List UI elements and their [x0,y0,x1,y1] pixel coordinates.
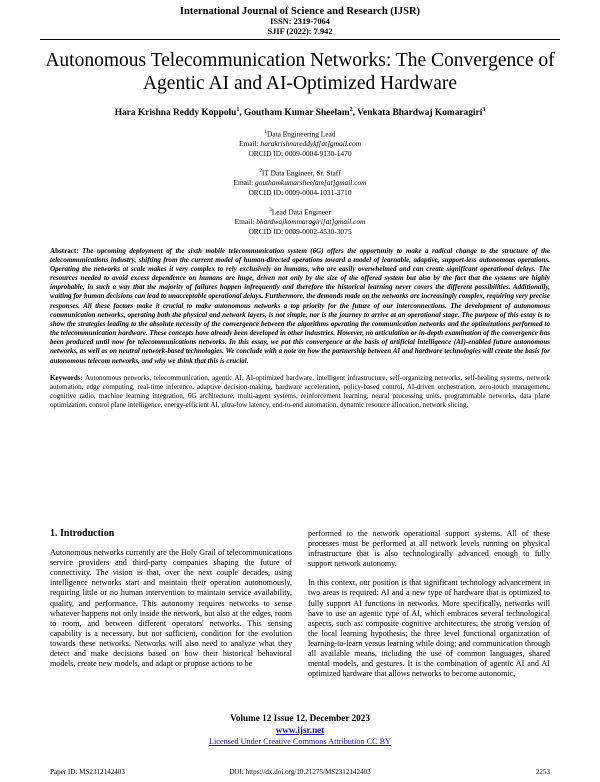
journal-sjif: SJIF (2022): 7.942 [267,27,333,36]
paragraph: performed to the network operational support systems. All of these processes must be performed at all network levels running on physical infrastructure that is also technologically advanced enough to fully support network autonomy. [308,529,550,569]
journal-header [0,6,600,37]
author-1: Hara Krishna Reddy Koppolu$^1$ [114,107,240,119]
abstract-label: Abstract: [50,246,79,255]
doi-link[interactable]: DOI: https://dx.doi.org/10.21275/MS2312142403 [229,768,371,776]
license-link[interactable]: Licensed Under Creative Commons Attribution CC BY [209,737,391,746]
author-2: Goutham Kumar Sheelam$^2$ [244,107,353,119]
left-column [50,529,292,688]
abstract [50,247,550,366]
keywords-text: Autonomous networks, telecommunication, agentic AI, AI-optimized hardware, intelligent infrastructure, self-organizing networks, self-healing systems, network automation, edge computing, real-time inference, adaptive decision-making, hardware acceleration, policy-based control, AI-driven orchestration, zero-touch management, cognitive radio, machine learning integration, 6G architecture, multi-agent systems, reinforcement learning, neural processing units, programmable networks, data plane optimization, control plane intelligence, energy-efficient AI, ultra-low latency, end-to-end automation, dynamic resource allocation, network slicing. [50,373,551,410]
header-divider [40,39,560,40]
email-link[interactable]: harakrishnareddykf[at]gmail.com [260,139,362,149]
email-link[interactable]: gouthamkumarsheelam[at]gmail.com [255,178,367,188]
journal-issn: ISSN: 2319-7064 [270,17,330,26]
section-heading: 1. Introduction [50,528,115,539]
author-3: Venkata Bhardwaj Komaragiri$^3$ [357,107,486,119]
paragraph: Autonomous networks currently are the Holy Grail of telecommunications service providers and third-party companies shaping the future of connectivity. The vision is that, over the next couple decades, using intelligence networks start and maintain their operation autonomously, requiring little or no human intervention to maintain service availability, quality, and performance. This autonomy requires networks to sense whatever happens not only inside the network, but also at the edges, room to room, and between different operators' networks. This sensing capability is a necessary, but not sufficient, condition for the evolution towards these networks. Networks will also need to analyze what they detect and make decisions based on how their historical behavioral models, create new models, and adapt or propose actions to be [50,548,292,669]
keywords [50,374,550,411]
affiliations [0,128,600,237]
paper-title: Autonomous Telecommunication Networks: The Convergence of Agentic AI and AI-Optimized Hardware [45,50,555,94]
journal-name: International Journal of Science and Research (IJSR) [179,6,421,17]
paper-id: Paper ID: MS2312142403 [50,768,125,776]
right-column [308,529,550,688]
abstract-text: The upcoming deployment of the sixth mobile telecommunication system (6G) offers the opportunity to make a radical change to the structure of the telecommunications industry, shifting from the current model of human-directed operations toward a model of learnable, adaptive, support-less autonomous operations. Operating the networks at scale makes it very complex to rely exclusively on humans, who are easily overwhelmed and can create significant operational delays. The resources needed to avoid excess dependence on humans are huge, driven not only by the size of the offered system but also by the fact that the systems are highly improbable, in such a way that the majority of failures happen infrequently and therefore the historical learning never covers the different possibilities. Additionally, waiting for human decisions can lead to unacceptable operational delays. Furthermore, the demands made on the networks are increasingly complex, requiring very precise responses. All these factors make it crucial to make autonomous networks a top priority for the future of our interconnections. The development of autonomous communication networks, operating both the physical and network layers, is not simple, nor is the journey to arrive at an operational stage. The purpose of this essay is to show the strategies leading to the absolute necessity of the convergence between the algorithms operating the communication networks and the optimizations performed to the telecommunication hardware. These concepts have already been developed in other industries. However, no articulation or in-depth examination of the convergence has been produced until now for telecommunications networks. In this essay, we put this convergence at the basis of artificial intelligence (AI)-enabled future autonomous networks, as well as on neutral network-based technologies. We conclude with a note on how the partnership between AI and hardware technologies will create the basis for autonomous telecom networks, and why we think that this is crucial. [50,246,550,365]
affiliation-3: $^3$Lead Data Engineer Email: bhardwajkommaragiri[at]gmail.com ORCID ID: 0009-0002-4530-3075 [234,207,366,236]
paragraph: In this context, our position is that significant technology advancement in two areas is required: AI and a new type of hardware that is optimized to fully support AI functions in networks. More specifically, networks will have to use an agentic type of AI, which embraces several technological aspects, such as: composite cognitive architectures; the strong version of the local learning hypothesis; the three level functional organization of learning-to-learn versus learning while doing; and communication through all available means, including the use of common languages, shared mental models, and gestures. It is the combination of agentic AI and AI optimized hardware that allows networks to become autonomic, [308,578,550,679]
page-number: 2253 [535,768,550,776]
email-link[interactable]: bhardwajkommaragiri[at]gmail.com [256,217,366,227]
affiliation-2: $^2$IT Data Engineer, Sr. Staff Email: gouthamkumarsheelam[at]gmail.com ORCID ID: 0009-0004-1031-3710 [233,168,367,198]
volume-info: Volume 12 Issue 12, December 2023 [230,713,370,723]
body-columns [50,529,550,688]
page-footer [50,768,550,776]
keywords-label: Keywords: [50,373,83,382]
affiliation-1: $^1$Data Engineering Lead Email: harakrishnareddykf[at]gmail.com ORCID ID: 0009-0004-9130-1470 [238,129,362,159]
author-list: Hara Krishna Reddy Koppolu$^1$, Goutham Kumar Sheelam$^2$, Venkata Bhardwaj Komaragiri$^3$ [114,107,486,119]
journal-url-link[interactable]: www.ijsr.net [275,725,325,735]
